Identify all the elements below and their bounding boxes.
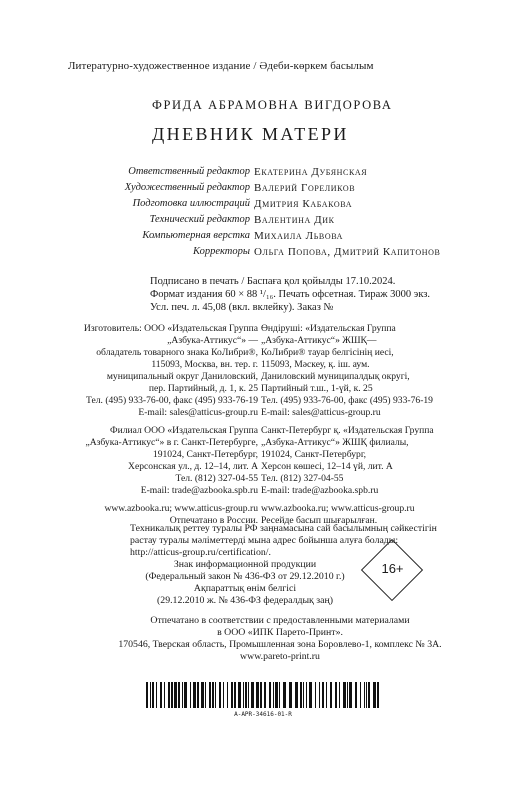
barcode-bar — [260, 682, 262, 708]
barcode-bar — [227, 682, 228, 708]
barcode-bar — [238, 682, 241, 708]
barcode-bar — [319, 682, 320, 708]
credit-row — [112, 166, 440, 182]
barcode-bar — [377, 682, 379, 708]
barcode-bar — [174, 682, 177, 708]
maker-line: „Азбука-Аттикус“» ЖШҚ— — [261, 335, 377, 346]
maker-line: муниципальный округ Даниловский, — [106, 371, 258, 382]
maker-line: Партийный т.ш., 1-үй, к. 25 — [261, 383, 373, 394]
maker-line: E-mail: sales@atticus-group.ru — [261, 407, 381, 418]
barcode-bar — [245, 682, 247, 708]
web-line: www.azbooka.ru; www.atticus-group.ru — [261, 503, 415, 514]
edition-type-line: Литературно-художественное издание / Әдеби-көркем басылым — [68, 60, 374, 72]
branch-line: Филиал ООО «Издательская Группа — [110, 425, 258, 436]
branch-line: Тел. (812) 327-04-55 — [175, 473, 258, 484]
barcode-bar — [197, 682, 199, 708]
barcode-bar — [150, 682, 151, 708]
barcode-bar — [209, 682, 211, 708]
author-name: ФРИДА АБРАМОВНА ВИГДОРОВА — [152, 98, 393, 112]
format-line: Формат издания 60 × 88 ¹/₁₆. Печать офсетная. Тираж 3000 экз. — [150, 289, 431, 300]
barcode-bar — [339, 682, 340, 708]
branch-line: „Азбука-Аттикус“» в г. Санкт-Петербурге, — [85, 437, 258, 448]
barcode-bar — [223, 682, 224, 708]
barcode-bar — [368, 682, 370, 708]
credit-name: Ольга Попова, Дмитрий Капитонов — [254, 246, 441, 258]
barcode-bar — [156, 682, 157, 708]
maker-line: Тел. (495) 933-76-00, факс (495) 933-76-19 — [261, 395, 433, 406]
barcode-bar — [168, 682, 170, 708]
credit-role: Ответственный редактор — [128, 166, 250, 177]
barcode-bar — [366, 682, 367, 708]
barcode — [146, 682, 380, 708]
barcode-bar — [273, 682, 274, 708]
printer-line: www.pareto-print.ru — [240, 651, 320, 662]
barcode-bar — [152, 682, 154, 708]
barcode-bar — [373, 682, 376, 708]
publication-info — [150, 276, 430, 315]
barcode-bar — [360, 682, 361, 708]
credit-name: Валентина Дик — [254, 214, 335, 226]
web-line: www.azbooka.ru; www.atticus-group.ru — [104, 503, 258, 514]
branch-line: Херсонская ул., д. 12–14, лит. А — [128, 461, 258, 472]
info-sign-line: Ақпараттық өнім белгісі — [193, 583, 297, 594]
barcode-bar — [355, 682, 357, 708]
barcode-bar — [193, 682, 196, 708]
branch-line: E-mail: trade@azbooka.spb.ru — [140, 485, 258, 496]
barcode-number: A-APR-34616-01-R — [234, 711, 292, 718]
barcode-bar — [219, 682, 221, 708]
credits-block — [112, 166, 440, 262]
credit-role: Технический редактор — [149, 214, 250, 225]
barcode-bar — [349, 682, 352, 708]
branch-line: „Азбука-Аттикус“» ЖШҚ филиалы, — [261, 437, 409, 448]
barcode-bar — [201, 682, 204, 708]
barcode-bar — [205, 682, 206, 708]
barcode-bar — [275, 682, 278, 708]
credit-name: Михаила Львова — [254, 230, 344, 242]
barcode-bar — [231, 682, 233, 708]
printer-line: в ООО «ИПК Парето-Принт». — [217, 627, 343, 638]
barcode-bar — [171, 682, 173, 708]
signed-for-print-line: Подписано в печать / Баспаға қол қойылды 17.10.2024. — [150, 276, 396, 287]
maker-line: КоЛибри® тауар белгісінің иесі, — [261, 347, 394, 358]
barcode-bar — [160, 682, 162, 708]
credit-name: Валерий Гореликов — [254, 182, 356, 194]
barcode-bar — [182, 682, 183, 708]
barcode-bar — [215, 682, 216, 708]
maker-line: Өндіруші: «Издательская Группа — [261, 323, 396, 334]
maker-line: 115093, Мәскеу, қ. іш. аум. — [261, 359, 370, 370]
printer-line: 170546, Тверская область, Промышленная зона Боровлево-1, комплекс № 3А. — [118, 639, 442, 650]
credit-row — [112, 230, 440, 246]
age-rating-label: 16+ — [381, 561, 404, 576]
barcode-bar — [243, 682, 244, 708]
credit-name: Дмитрия Кабакова — [254, 198, 353, 210]
credit-role: Подготовка иллюстраций — [132, 198, 250, 209]
printed-in-line: Отпечатано в России. — [169, 515, 258, 526]
barcode-bar — [146, 682, 148, 708]
maker-line: Изготовитель: ООО «Издательская Группа — [83, 323, 258, 334]
barcode-bar — [178, 682, 180, 708]
barcode-bar — [283, 682, 286, 708]
maker-line: пер. Партийный, д. 1, к. 25 — [148, 383, 258, 394]
barcode-bar — [343, 682, 346, 708]
info-sign-block — [130, 559, 360, 607]
barcode-bar — [251, 682, 254, 708]
branch-line: Тел. (812) 327-04-55 — [261, 473, 344, 484]
barcode-bar — [306, 682, 307, 708]
tech-line: растау туралы мәліметтерді мына адрес бойынша алуға болады: — [130, 535, 399, 546]
barcode-bar — [248, 682, 249, 708]
credit-row — [112, 246, 440, 262]
barcode-bar — [330, 682, 332, 708]
barcode-bar — [164, 682, 165, 708]
maker-line: Даниловский муниципалдық округі, — [261, 371, 410, 382]
barcode-bar — [212, 682, 214, 708]
barcode-bar — [279, 682, 280, 708]
barcode-bar — [289, 682, 292, 708]
info-sign-line: Знак информационной продукции — [173, 559, 317, 570]
barcode-bar — [184, 682, 187, 708]
barcode-bar — [264, 682, 266, 708]
branch-line: 191024, Санкт-Петербург, — [152, 449, 258, 460]
barcode-bar — [303, 682, 304, 708]
print-sheets-line: Усл. печ. л. 45,08 (вкл. вклейку). Заказ № — [150, 302, 334, 313]
branch-line: 191024, Санкт-Петербург, — [261, 449, 367, 460]
credit-row — [112, 198, 440, 214]
barcode-bar — [295, 682, 298, 708]
barcode-bar — [190, 682, 191, 708]
credit-role: Художественный редактор — [124, 182, 250, 193]
barcode-bar — [364, 682, 365, 708]
publisher-info-russian — [80, 323, 258, 527]
printer-info — [90, 615, 470, 663]
credit-row — [112, 214, 440, 230]
info-sign-line: (29.12.2010 ж. № 436-ФЗ федералдық заң) — [157, 595, 333, 606]
branch-line: Санкт-Петербург қ. «Издательская Группа — [261, 425, 434, 436]
barcode-bar — [347, 682, 348, 708]
maker-line: 115093, Москва, вн. тер. г. — [151, 359, 258, 370]
maker-line: „Азбука-Аттикус“» — — [167, 335, 258, 346]
credit-name: Екатерина Дубянская — [254, 166, 368, 178]
branch-line: E-mail: trade@azbooka.spb.ru — [261, 485, 379, 496]
barcode-bar — [309, 682, 312, 708]
maker-line: E-mail: sales@atticus-group.ru — [138, 407, 258, 418]
tech-line: Техникалық реттеу туралы РФ заңнамасына сай басылымның сәйкестігін — [130, 523, 437, 534]
book-title: ДНЕВНИК МАТЕРИ — [152, 124, 349, 144]
maker-line: Тел. (495) 933-76-00, факс (495) 933-76-19 — [86, 395, 258, 406]
printer-line: Отпечатано в соответствии с предоставленными материалами — [150, 615, 410, 626]
info-sign-line: (Федеральный закон № 436-ФЗ от 29.12.2010 г.) — [145, 571, 345, 582]
barcode-bar — [256, 682, 259, 708]
barcode-bar — [300, 682, 302, 708]
credit-row — [112, 182, 440, 198]
barcode-bar — [269, 682, 271, 708]
maker-line: обладатель товарного знака КоЛибри®, — [96, 347, 258, 358]
barcode-bar — [322, 682, 324, 708]
printed-in-line: Ресейде басып шығарылған. — [261, 515, 378, 526]
barcode-bar — [326, 682, 327, 708]
barcode-bar — [234, 682, 236, 708]
barcode-bar — [335, 682, 337, 708]
barcode-bar — [315, 682, 316, 708]
publisher-info-kazakh — [261, 323, 461, 527]
branch-line: Херсон көшесі, 12–14 үй, лит. А — [261, 461, 393, 472]
credit-role: Корректоры — [193, 246, 250, 257]
credit-role: Компьютерная верстка — [142, 230, 250, 241]
tech-line: http://atticus-group.ru/certification/. — [130, 547, 271, 558]
